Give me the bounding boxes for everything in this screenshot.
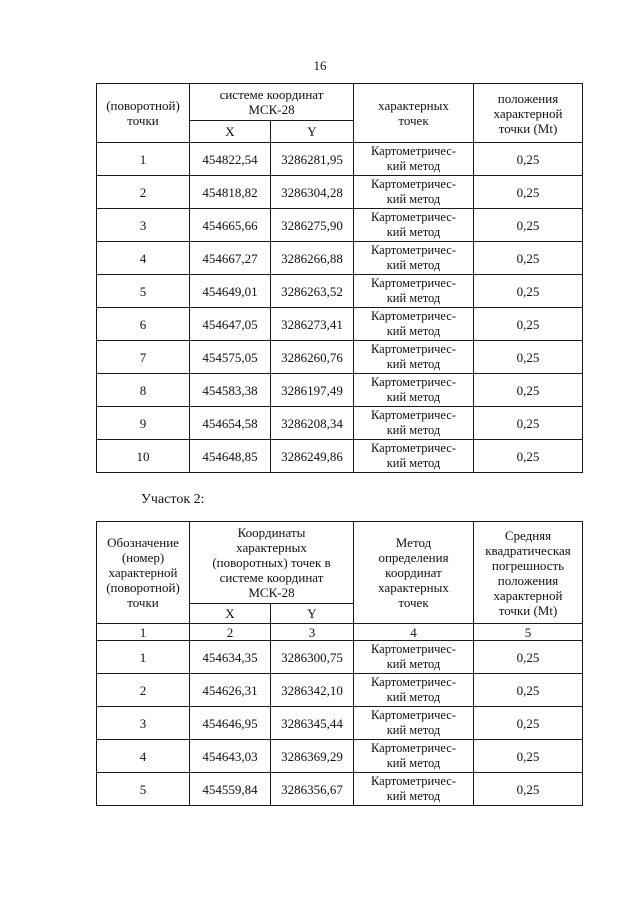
table-row	[97, 143, 583, 176]
table-row	[97, 176, 583, 209]
method-cell: Картометричес- кий метод	[354, 308, 474, 341]
method-cell: Картометричес- кий метод	[354, 707, 474, 740]
header-accuracy	[474, 84, 583, 143]
table-row	[97, 275, 583, 308]
accuracy-cell: 0,25	[474, 308, 583, 341]
y-coordinate-cell: 3286369,29	[271, 740, 354, 773]
accuracy-cell: 0,25	[474, 275, 583, 308]
header-method	[354, 84, 474, 143]
header-method	[354, 522, 474, 624]
method-cell: Картометричес- кий метод	[354, 773, 474, 806]
x-coordinate-cell: 454626,31	[190, 674, 271, 707]
table-row	[97, 308, 583, 341]
header-point	[97, 522, 190, 624]
x-coordinate-cell: 454648,85	[190, 440, 271, 473]
point-number-cell: 2	[97, 176, 190, 209]
accuracy-cell: 0,25	[474, 407, 583, 440]
y-coordinate-cell: 3286249,86	[271, 440, 354, 473]
table-row	[97, 341, 583, 374]
header-point	[97, 84, 190, 143]
table-row	[97, 440, 583, 473]
accuracy-cell: 0,25	[474, 176, 583, 209]
method-cell: Картометричес- кий метод	[354, 143, 474, 176]
point-number-cell: 7	[97, 341, 190, 374]
column-number: 2	[190, 624, 271, 641]
accuracy-cell: 0,25	[474, 242, 583, 275]
table-row	[97, 641, 583, 674]
method-cell: Картометричес- кий метод	[354, 440, 474, 473]
point-number-cell: 3	[97, 209, 190, 242]
x-coordinate-cell: 454575,05	[190, 341, 271, 374]
accuracy-cell: 0,25	[474, 440, 583, 473]
method-cell: Картометричес- кий метод	[354, 209, 474, 242]
accuracy-cell: 0,25	[474, 209, 583, 242]
table-row	[97, 374, 583, 407]
y-coordinate-cell: 3286266,88	[271, 242, 354, 275]
table-row	[97, 740, 583, 773]
y-coordinate-cell: 3286208,34	[271, 407, 354, 440]
x-coordinate-cell: 454643,03	[190, 740, 271, 773]
header-method-text: характерных точек	[378, 98, 449, 128]
point-number-cell: 6	[97, 308, 190, 341]
accuracy-cell: 0,25	[474, 341, 583, 374]
point-number-cell: 1	[97, 641, 190, 674]
y-coordinate-cell: 3286260,76	[271, 341, 354, 374]
y-coordinate-cell: 3286345,44	[271, 707, 354, 740]
header-accuracy-text: Средняя квадратическая погрешность положения характерной точки (Mt)	[485, 527, 571, 618]
y-coordinate-cell: 3286342,10	[271, 674, 354, 707]
table-row	[97, 407, 583, 440]
x-coordinate-cell: 454583,38	[190, 374, 271, 407]
point-number-cell: 1	[97, 143, 190, 176]
y-coordinate-cell: 3286304,28	[271, 176, 354, 209]
table-row	[97, 674, 583, 707]
header-coords	[190, 84, 354, 121]
header-y: Y	[271, 604, 354, 624]
point-number-cell: 10	[97, 440, 190, 473]
point-number-cell: 8	[97, 374, 190, 407]
x-coordinate-cell: 454654,58	[190, 407, 271, 440]
y-coordinate-cell: 3286281,95	[271, 143, 354, 176]
x-coordinate-cell: 454667,27	[190, 242, 271, 275]
method-cell: Картометричес- кий метод	[354, 242, 474, 275]
header-coords-text: системе координат МСК-28	[219, 87, 324, 117]
y-coordinate-cell: 3286275,90	[271, 209, 354, 242]
accuracy-cell: 0,25	[474, 674, 583, 707]
method-cell: Картометричес- кий метод	[354, 641, 474, 674]
header-accuracy-text: положения характерной точки (Mt)	[493, 90, 563, 136]
accuracy-cell: 0,25	[474, 707, 583, 740]
page-number: 16	[313, 58, 327, 73]
method-cell: Картометричес- кий метод	[354, 176, 474, 209]
y-coordinate-cell: 3286197,49	[271, 374, 354, 407]
point-number-cell: 3	[97, 707, 190, 740]
header-point-text: Обозначение (номер) характерной (поворотной) точки	[106, 535, 180, 610]
y-coordinate-cell: 3286356,67	[271, 773, 354, 806]
point-number-cell: 2	[97, 674, 190, 707]
column-number-row	[97, 624, 583, 641]
accuracy-cell: 0,25	[474, 641, 583, 674]
y-coordinate-cell: 3286273,41	[271, 308, 354, 341]
table-header-row	[97, 522, 583, 604]
header-coords	[190, 522, 354, 604]
table-row	[97, 209, 583, 242]
x-coordinate-cell: 454649,01	[190, 275, 271, 308]
header-x: X	[190, 604, 271, 624]
x-coordinate-cell: 454646,95	[190, 707, 271, 740]
section-title: Участок 2:	[141, 492, 205, 507]
table-body	[97, 143, 583, 473]
table-row	[97, 242, 583, 275]
table-body	[97, 641, 583, 806]
accuracy-cell: 0,25	[474, 374, 583, 407]
accuracy-cell: 0,25	[474, 740, 583, 773]
header-x: X	[190, 121, 271, 143]
column-number: 4	[354, 624, 474, 641]
y-coordinate-cell: 3286300,75	[271, 641, 354, 674]
method-cell: Картометричес- кий метод	[354, 407, 474, 440]
table-row	[97, 707, 583, 740]
accuracy-cell: 0,25	[474, 143, 583, 176]
x-coordinate-cell: 454559,84	[190, 773, 271, 806]
method-cell: Картометричес- кий метод	[354, 275, 474, 308]
method-cell: Картометричес- кий метод	[354, 341, 474, 374]
coordinates-table-1	[96, 83, 583, 473]
header-y: Y	[271, 121, 354, 143]
y-coordinate-cell: 3286263,52	[271, 275, 354, 308]
header-method-text: Метод определения координат характерных точек	[378, 535, 449, 610]
x-coordinate-cell: 454647,05	[190, 308, 271, 341]
column-number: 5	[474, 624, 583, 641]
column-number: 1	[97, 624, 190, 641]
coordinates-table-2	[96, 521, 583, 806]
point-number-cell: 5	[97, 275, 190, 308]
point-number-cell: 5	[97, 773, 190, 806]
x-coordinate-cell: 454818,82	[190, 176, 271, 209]
x-coordinate-cell: 454822,54	[190, 143, 271, 176]
column-number: 3	[271, 624, 354, 641]
point-number-cell: 4	[97, 740, 190, 773]
table-row	[97, 773, 583, 806]
accuracy-cell: 0,25	[474, 773, 583, 806]
table-header-row	[97, 84, 583, 121]
header-point-text: (поворотной) точки	[106, 98, 180, 128]
x-coordinate-cell: 454665,66	[190, 209, 271, 242]
x-coordinate-cell: 454634,35	[190, 641, 271, 674]
method-cell: Картометричес- кий метод	[354, 674, 474, 707]
method-cell: Картометричес- кий метод	[354, 740, 474, 773]
header-coords-text: Координаты характерных (поворотных) точек в системе координат МСК-28	[212, 525, 331, 600]
point-number-cell: 4	[97, 242, 190, 275]
header-accuracy	[474, 522, 583, 624]
method-cell: Картометричес- кий метод	[354, 374, 474, 407]
point-number-cell: 9	[97, 407, 190, 440]
